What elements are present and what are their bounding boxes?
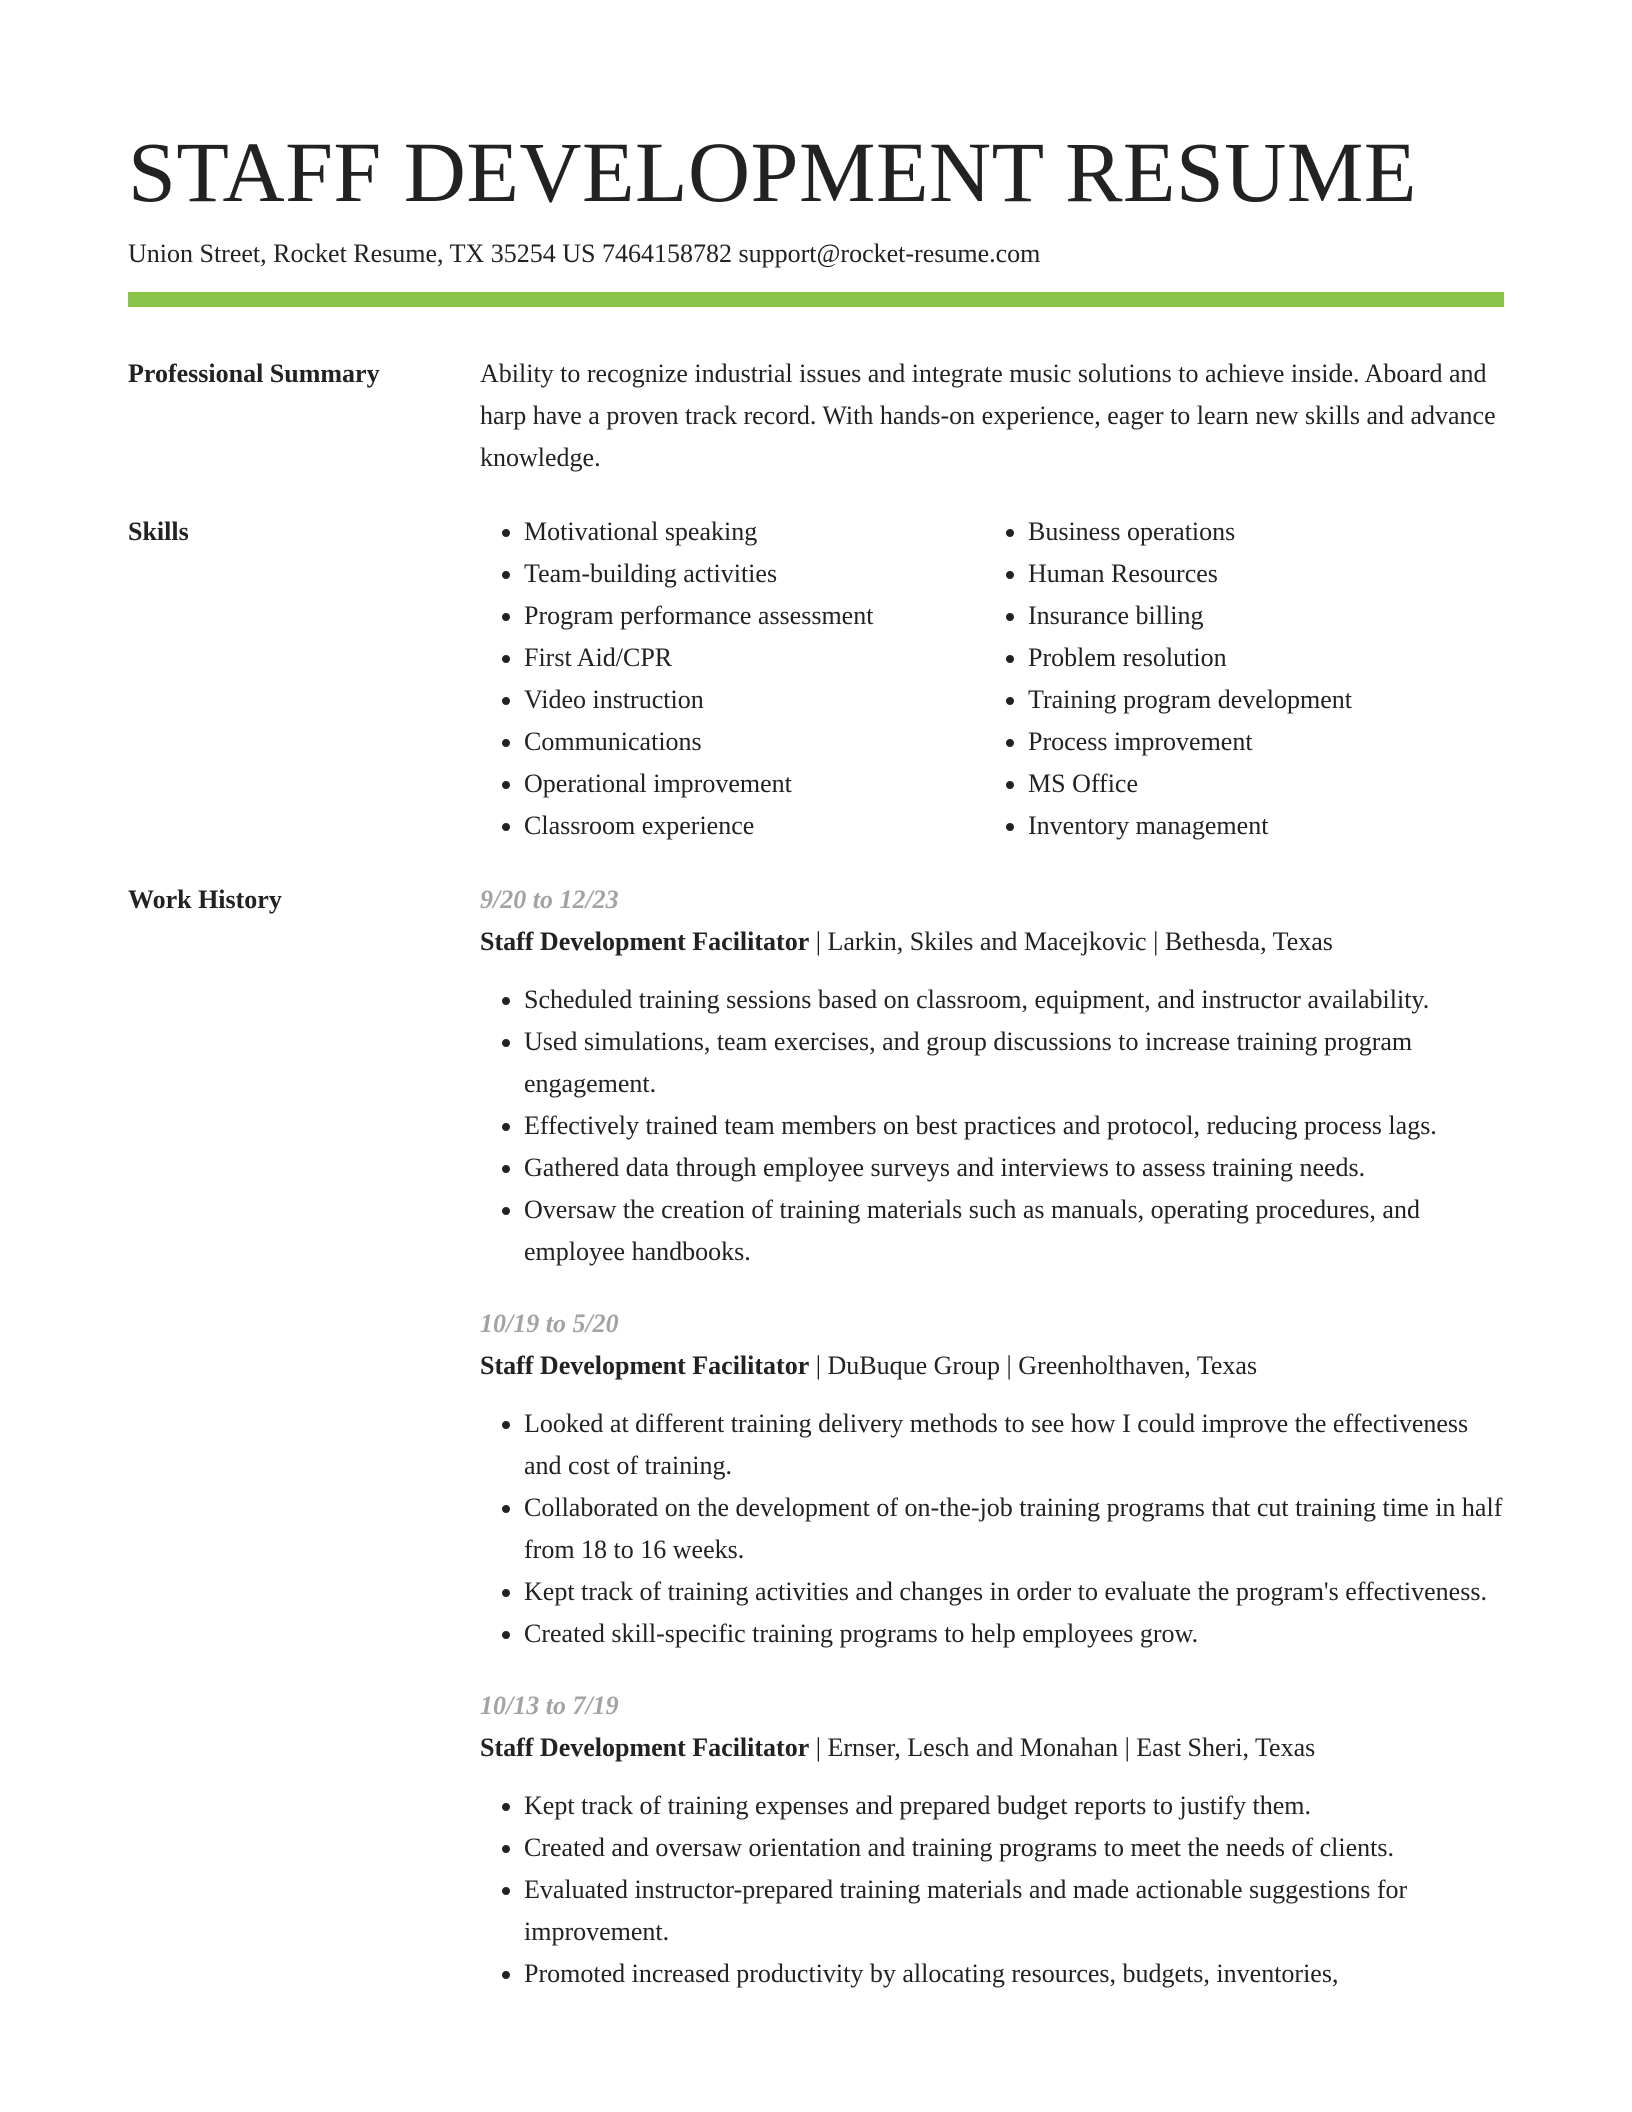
duty-item: • Effectively trained team members on best practices and protocol, reducing process lags. — [524, 1105, 1504, 1147]
duty-item: • Gathered data through employee surveys and interviews to assess training needs. — [524, 1147, 1504, 1189]
duty-item: • Scheduled training sessions based on classroom, equipment, and instructor availability. — [524, 979, 1504, 1021]
work-history-section — [128, 879, 1504, 2025]
job-title-line — [480, 1345, 1504, 1387]
skill-item: • Communications — [524, 721, 984, 763]
professional-summary-section — [128, 353, 1504, 479]
job-dates: 9/20 to 12/23 — [480, 885, 619, 914]
job-list — [480, 879, 1504, 2025]
skill-item: • Training program development — [1028, 679, 1508, 721]
section-label-summary: Professional Summary — [128, 359, 380, 388]
resume-page — [128, 120, 1504, 2025]
duty-item: • Collaborated on the development of on-the-job training programs that cut training time in half from 18 to 16 weeks. — [524, 1487, 1504, 1571]
duty-item: • Used simulations, team exercises, and group discussions to increase training program engagement. — [524, 1021, 1504, 1105]
job-duties-list — [480, 1403, 1504, 1655]
skill-item: • Human Resources — [1028, 553, 1508, 595]
skill-item: • Team-building activities — [524, 553, 984, 595]
duty-item: • Looked at different training delivery methods to see how I could improve the effectiveness and cost of training. — [524, 1403, 1504, 1487]
job-entry — [480, 879, 1504, 1273]
job-employer-location: | DuBuque Group | Greenholthaven, Texas — [809, 1351, 1258, 1380]
job-role: Staff Development Facilitator — [480, 927, 810, 956]
duty-item: • Created skill-specific training programs to help employees grow. — [524, 1613, 1504, 1655]
resume-title: STAFF DEVELOPMENT RESUME — [128, 124, 1417, 220]
job-employer-location: | Ernser, Lesch and Monahan | East Sheri, Texas — [809, 1733, 1316, 1762]
duty-item: • Oversaw the creation of training materials such as manuals, operating procedures, and employee handbooks. — [524, 1189, 1504, 1273]
skill-item: • Problem resolution — [1028, 637, 1508, 679]
contact-line: Union Street, Rocket Resume, TX 35254 US 7464158782 support@rocket-resume.com — [128, 239, 1041, 268]
skill-item: • Video instruction — [524, 679, 984, 721]
job-employer-location: | Larkin, Skiles and Macejkovic | Bethesda, Texas — [809, 927, 1333, 956]
duty-item: • Kept track of training activities and changes in order to evaluate the program's effectiveness. — [524, 1571, 1504, 1613]
duty-item: • Created and oversaw orientation and training programs to meet the needs of clients. — [524, 1827, 1504, 1869]
header-divider — [128, 292, 1504, 307]
summary-text: Ability to recognize industrial issues and integrate music solutions to achieve inside. Aboard and harp have a proven track record. With hands-on experience, eager to learn new skills and advance knowledge. — [480, 359, 1496, 472]
skill-item: • MS Office — [1028, 763, 1508, 805]
skill-item: • Business operations — [1028, 511, 1508, 553]
job-role: Staff Development Facilitator — [480, 1733, 810, 1762]
skill-item: • Inventory management — [1028, 805, 1508, 847]
job-title-line — [480, 921, 1504, 963]
skills-section — [128, 511, 1504, 847]
job-entry — [480, 1685, 1504, 1995]
skill-item: • Program performance assessment — [524, 595, 984, 637]
skill-item: • Motivational speaking — [524, 511, 984, 553]
skills-list-left — [480, 511, 984, 847]
skill-item: • Operational improvement — [524, 763, 984, 805]
duty-item: • Kept track of training expenses and prepared budget reports to justify them. — [524, 1785, 1504, 1827]
job-dates: 10/19 to 5/20 — [480, 1309, 619, 1338]
job-role: Staff Development Facilitator — [480, 1351, 810, 1380]
duty-item: • Evaluated instructor-prepared training materials and made actionable suggestions for improvement. — [524, 1869, 1504, 1953]
skills-list-right — [984, 511, 1508, 847]
skill-item: • First Aid/CPR — [524, 637, 984, 679]
section-label-skills: Skills — [128, 517, 189, 546]
duty-item: • Promoted increased productivity by allocating resources, budgets, inventories, — [524, 1953, 1504, 1995]
skill-item: • Insurance billing — [1028, 595, 1508, 637]
section-label-work-history: Work History — [128, 885, 282, 914]
skill-item: • Process improvement — [1028, 721, 1508, 763]
job-entry — [480, 1303, 1504, 1655]
job-dates: 10/13 to 7/19 — [480, 1691, 619, 1720]
job-title-line — [480, 1727, 1504, 1769]
skill-item: • Classroom experience — [524, 805, 984, 847]
job-duties-list — [480, 979, 1504, 1273]
job-duties-list — [480, 1785, 1504, 1995]
